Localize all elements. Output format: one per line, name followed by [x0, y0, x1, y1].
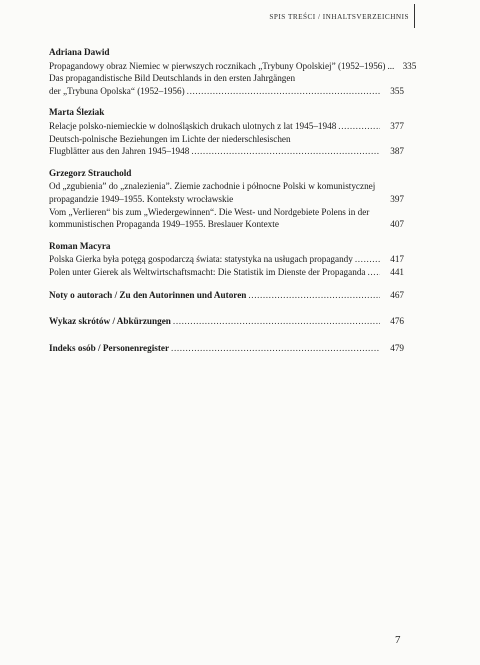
author-name: Grzegorz Strauchold [49, 167, 132, 178]
toc-leader [355, 253, 380, 266]
toc-entry-abbreviations[interactable] [49, 315, 404, 328]
toc-entry-page: 387 [390, 146, 404, 157]
toc-entry-title: Propagandowy obraz Niemiec w pierwszych rocznikach „Trybuny Opolskiej” (1952–1956) [49, 60, 386, 71]
toc-leader [171, 342, 380, 355]
toc-entry[interactable] [49, 120, 404, 133]
toc-entry-page: 476 [390, 316, 404, 327]
toc-entry[interactable] [49, 206, 404, 231]
toc-entry-title: Polen unter Gierek als Weltwirtschaftsmacht: Die Statistik im Dienste der Propaganda [49, 266, 366, 277]
toc-section-strauchold [49, 167, 404, 231]
toc-entry-authors-notes[interactable] [49, 289, 404, 302]
table-of-contents [49, 46, 417, 368]
toc-entry-index[interactable] [49, 342, 404, 355]
toc-leader [187, 85, 380, 98]
toc-entry-page: 467 [390, 289, 404, 300]
toc-leader: ... [387, 60, 395, 71]
toc-entry-title: Flugblätter aus den Jahren 1945–1948 [49, 146, 190, 157]
toc-section-sleziak [49, 106, 404, 157]
toc-entry-title: Noty o autorach / Zu den Autorinnen und Autoren [49, 289, 247, 300]
toc-leader [248, 289, 380, 302]
toc-entry[interactable] [49, 266, 404, 279]
toc-leader [338, 120, 380, 133]
toc-entry-title: Indeks osób / Personenregister [49, 342, 170, 353]
toc-entry-title: kommunistischen Propaganda 1949–1955. Breslauer Kontexte [49, 219, 279, 230]
toc-entry-title: Od „zgubienia” do „znalezienia”. Ziemie zachodnie i północne Polski w komunistycznej [49, 181, 376, 192]
author-name: Marta Śleziak [49, 107, 105, 118]
toc-entry-page: 397 [390, 193, 404, 204]
author-name: Roman Macyra [49, 240, 111, 251]
toc-entry[interactable] [49, 72, 404, 97]
toc-entry-title: Vom „Verlieren“ bis zum „Wiedergewinnen“. Die West- und Nordgebiete Polens in der [49, 206, 370, 217]
toc-entry[interactable] [49, 60, 417, 73]
toc-section-macyra [49, 240, 404, 279]
toc-entry-page: 479 [390, 342, 404, 353]
author-name: Adriana Dawid [49, 47, 110, 57]
running-head: SPIS TREŚCI / INHALTSVERZEICHNIS [269, 13, 409, 21]
toc-leader [368, 266, 381, 279]
toc-section-dawid [49, 46, 417, 97]
toc-entry-title: Das propagandistische Bild Deutschlands in den ersten Jahrgängen [49, 73, 296, 84]
toc-entry-page: 355 [390, 85, 404, 96]
toc-entry-page: 335 [402, 60, 417, 71]
back-matter [49, 289, 404, 355]
toc-entry-title: propagandzie 1949–1955. Konteksty wrocławskie [49, 193, 234, 204]
toc-entry-page: 441 [390, 266, 404, 277]
toc-entry-page: 417 [390, 254, 404, 265]
page-number: 7 [395, 634, 401, 646]
toc-leader [173, 315, 380, 328]
toc-entry-title: der „Trybuna Opolska“ (1952–1956) [49, 85, 185, 96]
toc-entry-title: Relacje polsko-niemieckie w dolnośląskich drukach ulotnych z lat 1945–1948 [49, 120, 337, 131]
toc-entry[interactable] [49, 180, 404, 205]
toc-entry-title: Wykaz skrótów / Abkürzungen [49, 316, 171, 327]
toc-leader [191, 145, 380, 158]
toc-entry[interactable] [49, 133, 404, 158]
toc-entry-title: Polska Gierka była potęgą gospodarczą świata: statystyka na usługach propagandy [49, 254, 353, 265]
toc-entry-page: 377 [390, 120, 404, 131]
toc-entry-title: Deutsch-polnische Beziehungen im Lichte der niederschlesischen [49, 133, 291, 144]
toc-entry-page: 407 [390, 219, 404, 230]
header-divider [414, 4, 415, 28]
toc-entry[interactable] [49, 253, 404, 266]
